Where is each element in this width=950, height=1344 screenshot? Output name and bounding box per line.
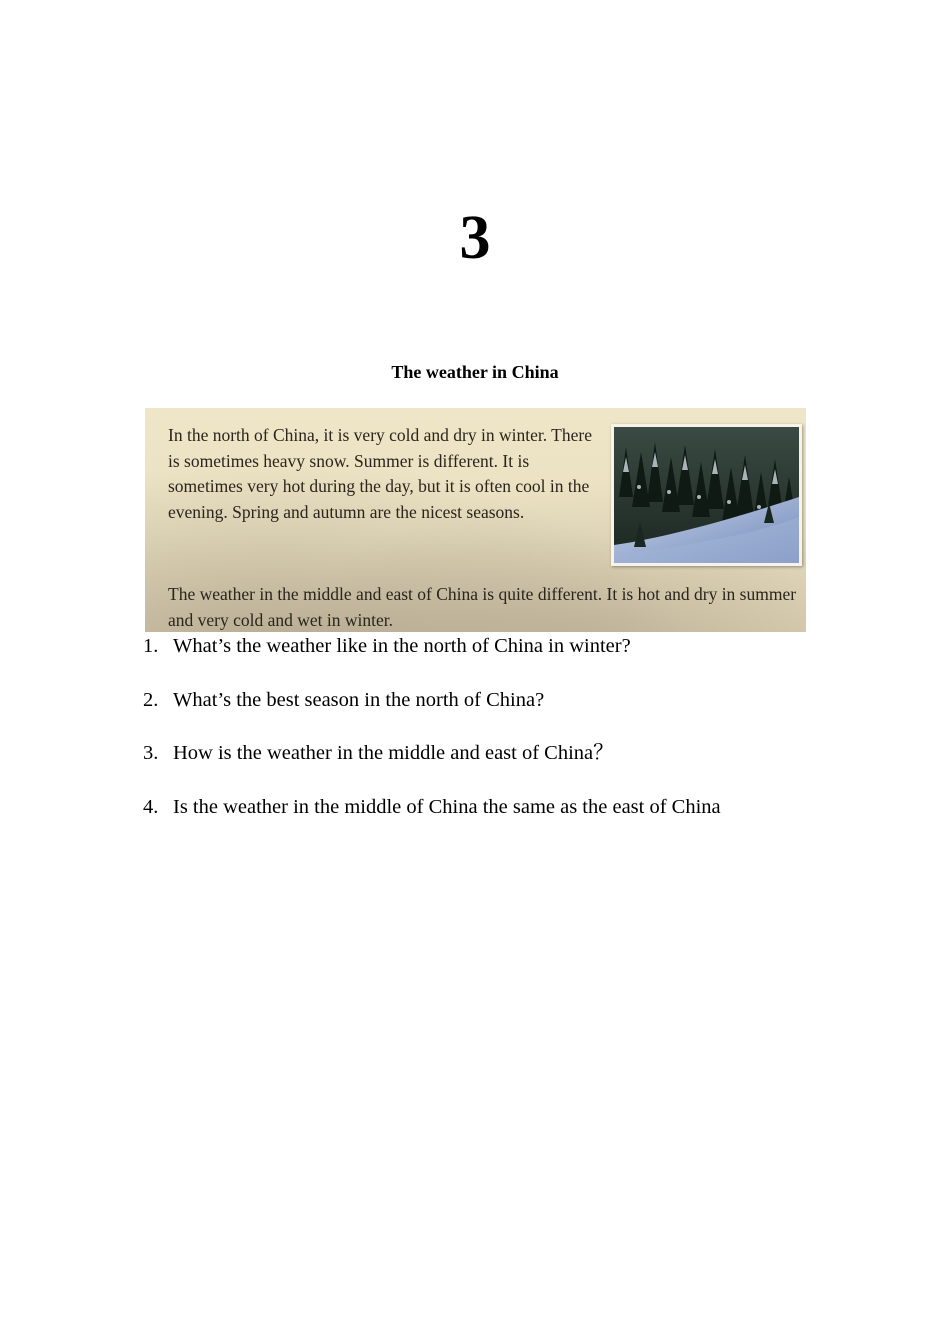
question-list	[143, 632, 843, 846]
question-item	[143, 686, 843, 714]
passage-image	[145, 408, 806, 632]
passage-paragraph-2: The weather in the middle and east of China is quite different. It is hot and dry in summer and very cold and wet in winter.	[168, 584, 797, 630]
passage-paragraph-1: In the north of China, it is very cold and dry in winter. There is sometimes heavy snow. Summer is different. It is sometimes very hot during the day, but it is often cool in the evening. Spring and autumn are the nicest seasons.	[168, 425, 592, 522]
question-number: 4.	[143, 795, 159, 818]
snowy-forest-photo	[611, 424, 802, 566]
question-text: Is the weather in the middle of China the same as the east of China	[173, 795, 721, 818]
question-item	[143, 632, 843, 660]
document-title: The weather in China	[391, 362, 559, 382]
page-number: 3	[459, 204, 491, 272]
question-text: What’s the weather like in the north of China in winter?	[173, 635, 631, 657]
question-number: 2.	[143, 688, 159, 711]
question-text: How is the weather in the middle and east of China？	[173, 742, 614, 764]
question-item	[143, 793, 843, 821]
question-item	[143, 739, 843, 767]
question-number: 3.	[143, 742, 159, 764]
snowy-forest-photo-art	[614, 427, 799, 563]
question-number: 1.	[143, 635, 159, 657]
question-text: What’s the best season in the north of China?	[173, 688, 545, 711]
